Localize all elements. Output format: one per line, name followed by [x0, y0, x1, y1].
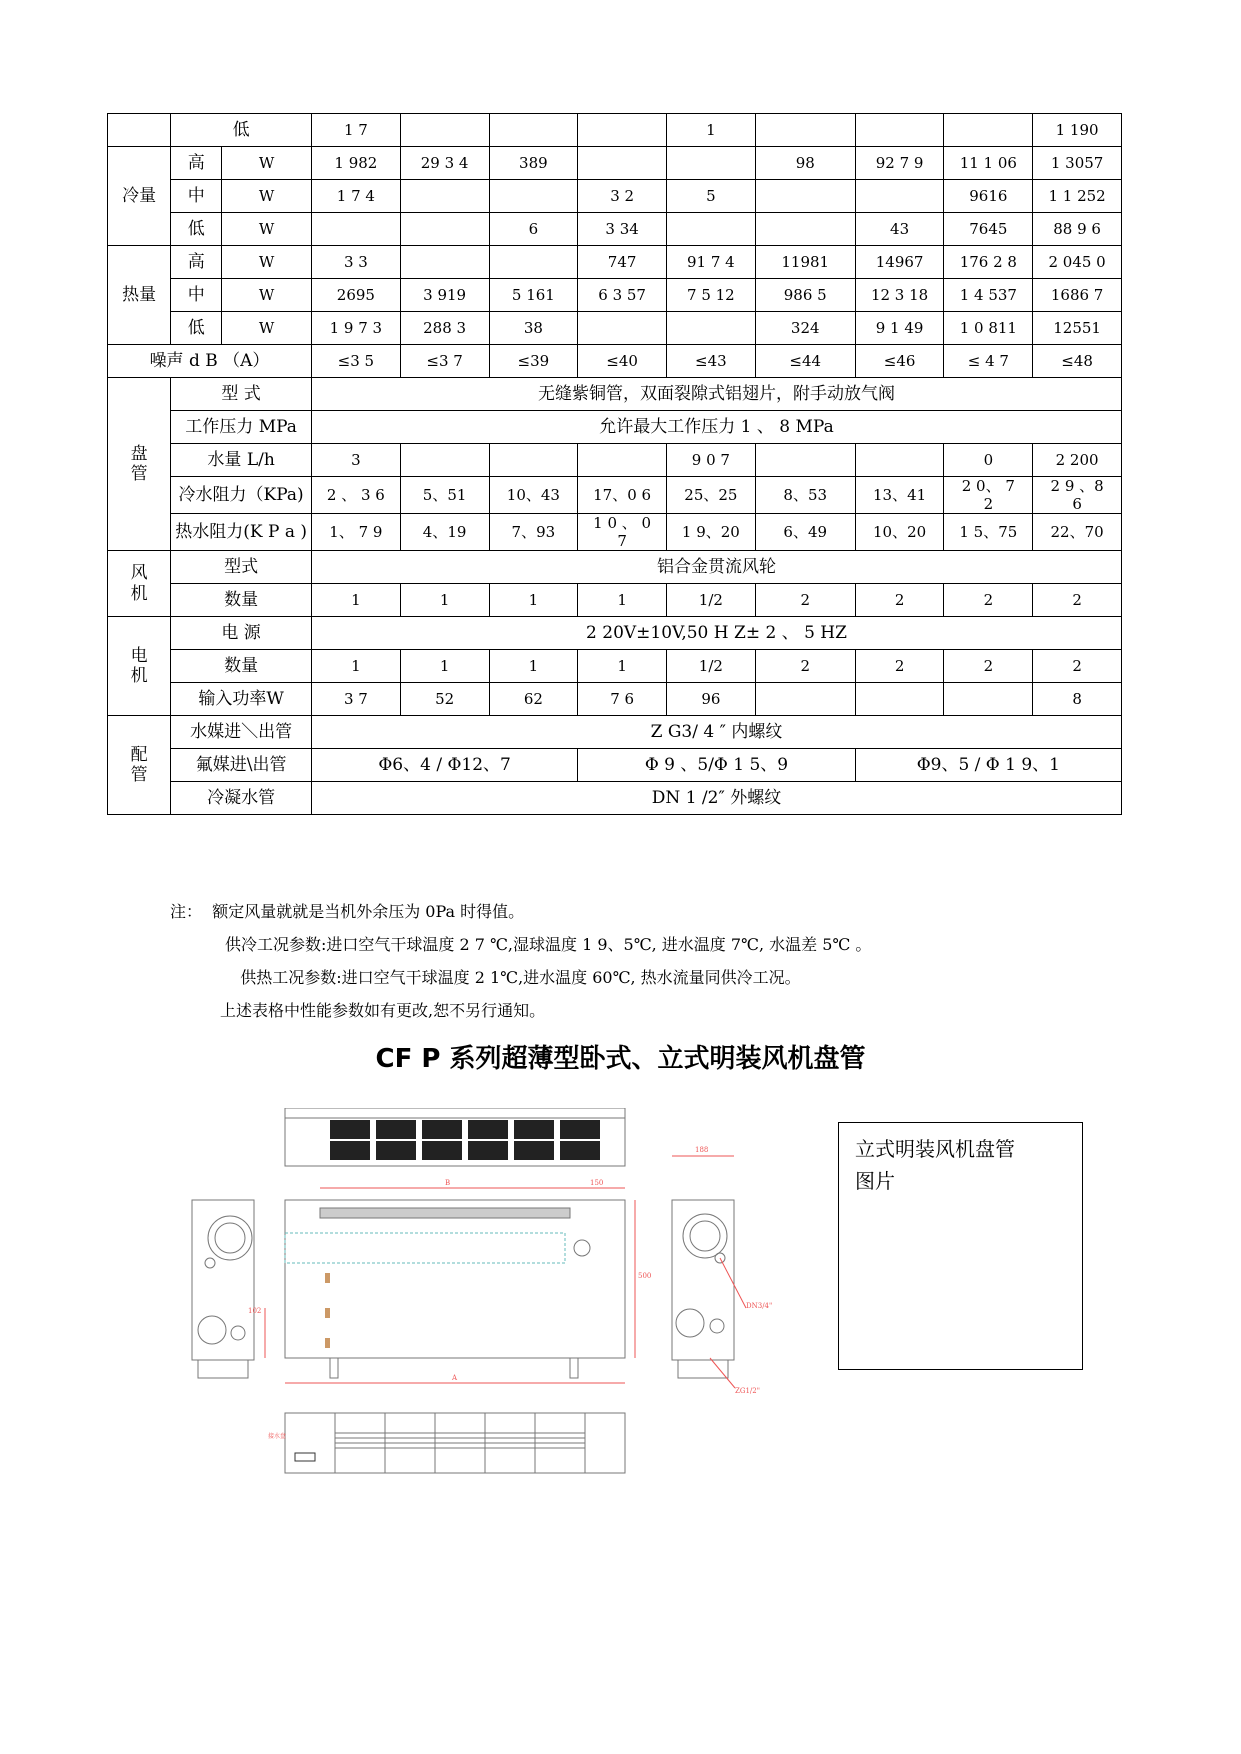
cell: 13、41	[855, 477, 944, 514]
cell: 747	[578, 246, 667, 279]
cell: ≤46	[855, 345, 944, 378]
cell: 1 0 811	[944, 312, 1033, 345]
cell: 1 0 、 0 7	[578, 514, 667, 551]
row-label: 工作压力 MPa	[171, 411, 312, 444]
cell: 1	[578, 650, 667, 683]
cell: 3	[312, 444, 401, 477]
group-heating: 热量	[108, 246, 171, 345]
section-heading: CF P 系列超薄型卧式、立式明装风机盘管	[375, 1044, 866, 1074]
cell: 1 9、20	[667, 514, 756, 551]
row-motor-qty	[108, 650, 1122, 683]
cell: 1 190	[1033, 114, 1122, 147]
cell: 1 1 252	[1033, 180, 1122, 213]
unit: W	[222, 180, 312, 213]
cell: 2 045 0	[1033, 246, 1122, 279]
cell: 1 7	[312, 114, 401, 147]
cell	[944, 114, 1033, 147]
row-label: 冷凝水管	[171, 782, 312, 815]
row-coil-hot-resistance	[108, 514, 1122, 551]
note-line-3: 供热工况参数:进口空气干球温度 2 1℃,进水温度 60℃, 热水流量同供冷工况。	[225, 968, 801, 987]
row-label: 冷水阻力（KPa)	[171, 477, 312, 514]
cell: 1	[400, 650, 489, 683]
row-noise	[108, 345, 1122, 378]
photo-placeholder-box	[838, 1122, 1083, 1370]
row-heating-low	[108, 312, 1122, 345]
cell: 3 7	[312, 683, 401, 716]
cell	[667, 147, 756, 180]
cell: 9 1 49	[855, 312, 944, 345]
row-fan-qty	[108, 584, 1122, 617]
dim-label: 188	[695, 1146, 709, 1154]
cell: 3 2	[578, 180, 667, 213]
cell: 1686 7	[1033, 279, 1122, 312]
dim-label: 150	[590, 1179, 604, 1187]
cell	[578, 444, 667, 477]
row-heating-mid	[108, 279, 1122, 312]
cell: 5	[667, 180, 756, 213]
row-label: 高	[171, 147, 222, 180]
row-fan-type	[108, 551, 1122, 584]
cell	[489, 444, 578, 477]
cell: 3 34	[578, 213, 667, 246]
cell	[667, 213, 756, 246]
cell: 2	[755, 584, 855, 617]
cell: 2 0、 7 2	[944, 477, 1033, 514]
cell: 22、70	[1033, 514, 1122, 551]
cell: 1/2	[667, 584, 756, 617]
front-view-body	[285, 1200, 625, 1358]
row-coil-pressure	[108, 411, 1122, 444]
row-label: 氟媒进\出管	[171, 749, 312, 782]
motor-power-value: 2 20V±10V,50 H Z± 2 、 5 HZ	[312, 617, 1122, 650]
cell: 1 982	[312, 147, 401, 180]
cell: 2	[944, 650, 1033, 683]
cell: 91 7 4	[667, 246, 756, 279]
dim-label: 102	[248, 1307, 262, 1315]
cell: 2	[855, 584, 944, 617]
cell: 389	[489, 147, 578, 180]
cell	[489, 180, 578, 213]
photo-caption-2: 图片	[855, 1169, 895, 1193]
cell: 1	[489, 650, 578, 683]
dim-label: 接水盘	[268, 1433, 287, 1440]
group-coil: 盘 管	[108, 378, 171, 551]
cell: ≤40	[578, 345, 667, 378]
row-coil-cold-resistance	[108, 477, 1122, 514]
cell	[855, 444, 944, 477]
cell: 2	[855, 650, 944, 683]
row-label: 高	[171, 246, 222, 279]
pipe-freon-value: Φ6、4 / Φ12、7	[312, 749, 578, 782]
cell: 5 161	[489, 279, 578, 312]
row-label: 水量 L/h	[171, 444, 312, 477]
cell	[755, 213, 855, 246]
cell: 2 、 3 6	[312, 477, 401, 514]
cell: ≤48	[1033, 345, 1122, 378]
cell: 1 9 7 3	[312, 312, 401, 345]
cell: 14967	[855, 246, 944, 279]
note-prefix: 注：	[170, 902, 203, 921]
cell: ≤39	[489, 345, 578, 378]
cell	[855, 683, 944, 716]
cell: 324	[755, 312, 855, 345]
cell: 92 7 9	[855, 147, 944, 180]
row-label: 数量	[171, 584, 312, 617]
row-label: 低	[171, 114, 312, 147]
row-label: 电 源	[171, 617, 312, 650]
row-label: 低	[171, 213, 222, 246]
cell: 1	[489, 584, 578, 617]
cell	[400, 246, 489, 279]
cell	[400, 213, 489, 246]
cell	[400, 444, 489, 477]
fan-type-value: 铝合金贯流风轮	[312, 551, 1122, 584]
cell: 6 3 57	[578, 279, 667, 312]
cell	[578, 147, 667, 180]
row-label: 热水阻力(K P a )	[171, 514, 312, 551]
cell	[755, 114, 855, 147]
dim-label: 500	[638, 1272, 652, 1280]
noise-label: 噪声 d B （A）	[108, 345, 312, 378]
dim-label: A	[452, 1374, 458, 1382]
cell: 2	[755, 650, 855, 683]
cell: 12551	[1033, 312, 1122, 345]
cell	[312, 213, 401, 246]
group-motor: 电 机	[108, 617, 171, 716]
row-motor-power	[108, 617, 1122, 650]
row-label: 数量	[171, 650, 312, 683]
cell: 17、0 6	[578, 477, 667, 514]
cell: 1	[312, 650, 401, 683]
cell: 2 9 、8 6	[1033, 477, 1122, 514]
coil-type-value: 无缝紫铜管，双面裂隙式铝翅片，附手动放气阀	[312, 378, 1122, 411]
cell: 986 5	[755, 279, 855, 312]
cell	[400, 114, 489, 147]
note-line-1	[170, 895, 871, 928]
row-label: 型式	[171, 551, 312, 584]
cell: 52	[400, 683, 489, 716]
dim-label: ZG1/2"	[735, 1387, 760, 1395]
dim-label: DN3/4"	[746, 1302, 773, 1310]
row-label: 型 式	[171, 378, 312, 411]
row-motor-input	[108, 683, 1122, 716]
unit: W	[222, 312, 312, 345]
cell: ≤3 7	[400, 345, 489, 378]
pipe-freon-value: Φ 9 、5/Φ 1 5、9	[578, 749, 855, 782]
pipe-condensate-value: DN 1 /2″ 外螺纹	[312, 782, 1122, 815]
cell: 1	[667, 114, 756, 147]
cell: 7 6	[578, 683, 667, 716]
cell: 43	[855, 213, 944, 246]
row-label: 中	[171, 279, 222, 312]
row-label: 输入功率W	[171, 683, 312, 716]
row-heating-high	[108, 246, 1122, 279]
cell: 2 200	[1033, 444, 1122, 477]
cell: 10、20	[855, 514, 944, 551]
cell: 1/2	[667, 650, 756, 683]
cell: 9 0 7	[667, 444, 756, 477]
group-cooling: 冷量	[108, 147, 171, 246]
cell: 10、43	[489, 477, 578, 514]
cell	[755, 444, 855, 477]
row-cooling-high	[108, 147, 1122, 180]
row-pipe-condensate	[108, 782, 1122, 815]
pipe-freon-value: Φ9、5 / Φ 1 9、1	[855, 749, 1121, 782]
row-cooling-low	[108, 213, 1122, 246]
cell: 1 4 537	[944, 279, 1033, 312]
cell: 96	[667, 683, 756, 716]
cell: 98	[755, 147, 855, 180]
unit: W	[222, 246, 312, 279]
row-coil-water	[108, 444, 1122, 477]
cell: 2	[1033, 584, 1122, 617]
row-cooling-mid	[108, 180, 1122, 213]
cell	[578, 312, 667, 345]
cell: 6、49	[755, 514, 855, 551]
cell: ≤43	[667, 345, 756, 378]
row-label: 中	[171, 180, 222, 213]
note-line-4: 上述表格中性能参数如有更改,恕不另行通知。	[220, 1001, 546, 1020]
unit: W	[222, 279, 312, 312]
cell: 8	[1033, 683, 1122, 716]
row-pipe-freon	[108, 749, 1122, 782]
cell: 7645	[944, 213, 1033, 246]
cell: 288 3	[400, 312, 489, 345]
cell: 9616	[944, 180, 1033, 213]
cell	[855, 114, 944, 147]
cell: 7 5 12	[667, 279, 756, 312]
row-coil-type	[108, 378, 1122, 411]
note-line-2: 供冷工况参数:进口空气干球温度 2 7 ℃,湿球温度 1 9、5℃, 进水温度 7℃, 水温差 5℃ 。	[225, 935, 872, 954]
cell	[755, 180, 855, 213]
note-text: 额定风量就就是当机外余压为 0Pa 时得值。	[202, 902, 525, 921]
cell: 3 3	[312, 246, 401, 279]
cell: 1、 7 9	[312, 514, 401, 551]
cell: 1 7 4	[312, 180, 401, 213]
cell: 29 3 4	[400, 147, 489, 180]
cell: 7、93	[489, 514, 578, 551]
row-label: 水媒进＼出管	[171, 716, 312, 749]
cell: 62	[489, 683, 578, 716]
cell: 11 1 06	[944, 147, 1033, 180]
cell: ≤ 4 7	[944, 345, 1033, 378]
cell: 1	[400, 584, 489, 617]
technical-drawing	[190, 1108, 810, 1488]
cell: 1	[578, 584, 667, 617]
row-low-airflow	[108, 114, 1122, 147]
cell: 176 2 8	[944, 246, 1033, 279]
cell	[755, 683, 855, 716]
row-pipe-water	[108, 716, 1122, 749]
cell: 0	[944, 444, 1033, 477]
unit: W	[222, 147, 312, 180]
spec-table	[107, 113, 1122, 815]
coil-pressure-value: 允许最大工作压力 1 、 8 MPa	[312, 411, 1122, 444]
cell	[667, 312, 756, 345]
cell: 8、53	[755, 477, 855, 514]
unit: W	[222, 213, 312, 246]
cell	[489, 246, 578, 279]
cell: 2	[1033, 650, 1122, 683]
row-label: 低	[171, 312, 222, 345]
dim-label: B	[445, 1179, 451, 1187]
group-piping: 配 管	[108, 716, 171, 815]
cell: 1	[312, 584, 401, 617]
right-side-view	[672, 1200, 734, 1360]
cell	[489, 114, 578, 147]
cell: 1 3057	[1033, 147, 1122, 180]
cell	[855, 180, 944, 213]
group-fan: 风 机	[108, 551, 171, 617]
notes	[170, 895, 871, 1027]
cell: 2	[944, 584, 1033, 617]
cell: 1 5、75	[944, 514, 1033, 551]
cell	[944, 683, 1033, 716]
cell: 12 3 18	[855, 279, 944, 312]
cell	[400, 180, 489, 213]
cell: ≤44	[755, 345, 855, 378]
cell: 11981	[755, 246, 855, 279]
cell: 2695	[312, 279, 401, 312]
cell: 3 919	[400, 279, 489, 312]
cell	[578, 114, 667, 147]
cell: 38	[489, 312, 578, 345]
pipe-water-value: Z G3/ 4 ″ 内螺纹	[312, 716, 1122, 749]
cell: 6	[489, 213, 578, 246]
cell: 5、51	[400, 477, 489, 514]
cell: ≤3 5	[312, 345, 401, 378]
cell: 88 9 6	[1033, 213, 1122, 246]
photo-caption-1: 立式明装风机盘管	[855, 1137, 1015, 1161]
cell: 25、25	[667, 477, 756, 514]
cell: 4、19	[400, 514, 489, 551]
